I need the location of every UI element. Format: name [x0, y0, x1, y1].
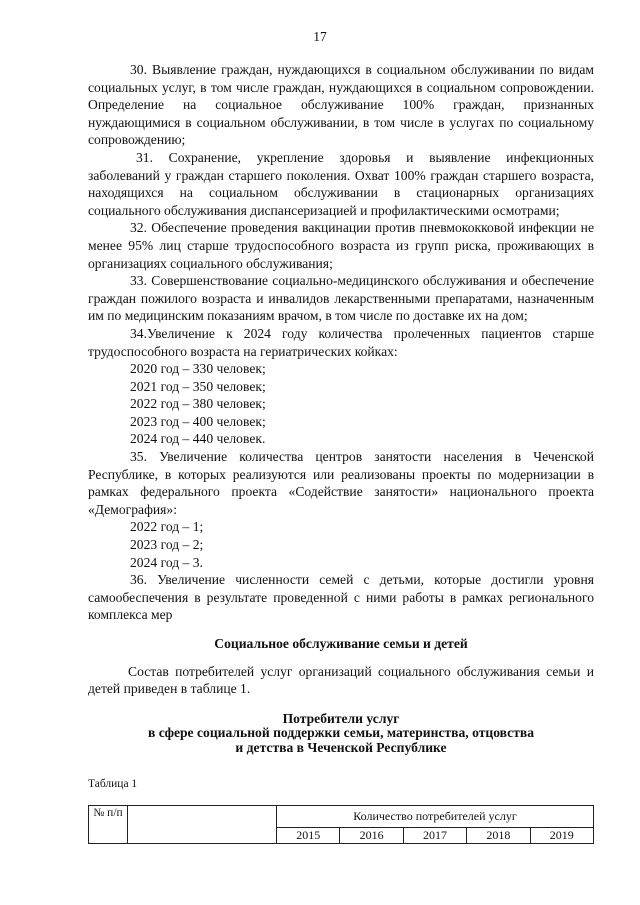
header-number-cell: № п/п — [89, 806, 128, 844]
item-30: 30. Выявление граждан, нуждающихся в социальном обслуживании по видам социальных услуг, в том числе граждан, нуждающихся в социальном сопровождении. Определение на социальное обслуживание 100% граждан, признанных нуждающимися в социальном обслуживании, в том числе в услугах по социальному сопровождению; — [88, 62, 594, 148]
table-title — [88, 712, 594, 756]
header-group-cell: Количество потребителей услуг — [277, 806, 594, 828]
item-32: 32. Обеспечение проведения вакцинации против пневмококковой инфекции не менее 95% лиц старше трудоспособного возраста из групп риска, проживающих в организациях социального обслуживания; — [88, 220, 594, 271]
item-34: 34.Увеличение к 2024 году количества пролеченных пациентов старше трудоспособного возраста на гериатрических койках: — [88, 325, 594, 359]
section-title: Социальное обслуживание семьи и детей — [214, 636, 468, 651]
item-36: 36. Увеличение численности семей с детьми, которые достигли уровня самообеспечения в результате проведенной с ними работы в рамках регионального комплекса мер — [88, 572, 594, 623]
year-value-line: 2022 год – 380 человек; — [130, 396, 266, 412]
year-header-cell: 2017 — [403, 828, 466, 844]
table-title-line: и детства в Чеченской Республике — [235, 739, 447, 755]
year-value-line: 2022 год – 1; — [130, 519, 204, 535]
header-category-cell — [128, 806, 277, 844]
item-31: 31. Сохранение, укрепление здоровья и выявление инфекционных заболеваний у граждан старшего поколения. Охват 100% граждан старшего возраста, находящихся на социальном обслуживании в стационарных организациях социального обслуживания диспансеризацией и профилактическими осмотрами; — [88, 149, 594, 218]
year-value-line: 2024 год – 3. — [130, 554, 203, 570]
year-header-cell: 2019 — [530, 828, 593, 844]
page-number: 17 — [313, 29, 327, 44]
table-title-line: Потребители услуг — [282, 710, 400, 726]
table-title-line: в сфере социальной поддержки семьи, материнства, отцовства — [147, 725, 535, 741]
item-35: 35. Увеличение количества центров занятости населения в Чеченской Республике, в которых реализуются или реализованы проекты по модернизации в рамках федерального проекта «Содействие занятости» национального проекта «Демография»: — [88, 449, 594, 517]
table-header-row — [89, 806, 594, 828]
table-label: Таблица 1 — [88, 778, 138, 791]
document-body — [88, 61, 594, 794]
year-value-line: 2021 год – 350 человек; — [130, 378, 266, 394]
year-value-line: 2023 год – 400 человек; — [130, 413, 266, 429]
year-value-line: 2024 год – 440 человек. — [130, 431, 266, 447]
consumers-table — [88, 805, 594, 844]
year-header-cell: 2016 — [340, 828, 403, 844]
year-header-cell: 2015 — [277, 828, 340, 844]
year-value-line: 2020 год – 330 человек; — [130, 361, 266, 377]
item-33: 33. Совершенствование социально-медицинского обслуживания и обеспечение граждан пожилого возраста и инвалидов лекарственными препаратами, назначенным им по медицинским показаниям врачом, в том числе по доставке их на дом; — [88, 273, 594, 324]
year-value-line: 2023 год – 2; — [130, 537, 204, 553]
year-header-cell: 2018 — [467, 828, 530, 844]
intro-paragraph: Состав потребителей услуг организаций социального обслуживания семьи и детей приведен в таблице 1. — [88, 663, 594, 697]
